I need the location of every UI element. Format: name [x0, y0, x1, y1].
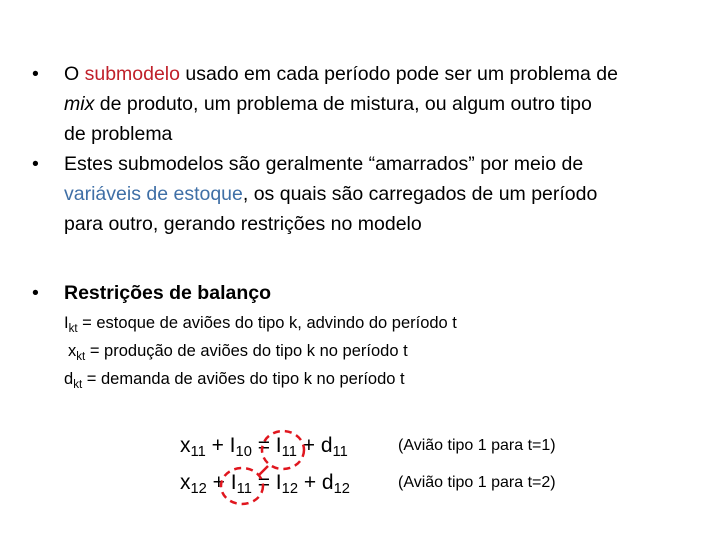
equation-note-t1: (Avião tipo 1 para t=1) — [398, 437, 556, 454]
eq-term: + d — [298, 471, 334, 494]
eq-sub: 12 — [281, 481, 298, 497]
subscript: kt — [76, 351, 86, 363]
eq-sub: 11 — [281, 444, 297, 460]
definition-text: = produção de aviões do tipo k no período t — [85, 342, 408, 360]
section-heading: Restrições de balanço — [64, 282, 271, 304]
circle-i11-eq1 — [262, 431, 304, 469]
definition-text: = demanda de aviões do tipo k no período t — [82, 370, 405, 388]
eq-sub: 11 — [332, 444, 348, 460]
bullet-dot: • — [32, 63, 39, 85]
eq-sub: 11 — [190, 444, 206, 460]
eq-term: + I — [205, 434, 236, 457]
symbol: d — [64, 370, 74, 388]
text: usado em cada período pode ser um problema de — [180, 63, 618, 85]
eq-term: x — [180, 471, 191, 494]
circle-i11-eq2 — [221, 468, 263, 504]
symbol: I — [64, 314, 69, 332]
equation-note-t2: (Avião tipo 1 para t=2) — [398, 474, 556, 491]
bullet-dot: • — [32, 153, 39, 175]
eq-term: + d — [296, 434, 333, 457]
italic-mix: mix — [64, 93, 95, 115]
bullet-dot: • — [32, 282, 39, 304]
bullet-line: de problema — [64, 123, 173, 145]
eq-sub: 12 — [333, 481, 350, 497]
text: de produto, um problema de mistura, ou algum outro tipo — [94, 93, 592, 115]
bullet-line: para outro, gerando restrições no modelo — [64, 213, 422, 235]
definition-text: = estoque de aviões do tipo k, advindo do período t — [77, 314, 457, 332]
subscript: kt — [68, 323, 78, 335]
connector-stroke — [258, 466, 268, 476]
eq-sub: 10 — [235, 444, 252, 460]
eq-term: = I — [251, 434, 282, 457]
highlight-submodelo: submodelo — [84, 63, 180, 85]
eq-term: x — [180, 434, 191, 457]
bullet-line: Estes submodelos são geralmente “amarrados” por meio de — [64, 153, 584, 175]
text: O — [64, 63, 85, 85]
eq-sub: 12 — [190, 481, 207, 497]
eq-term: = I — [251, 471, 282, 494]
text: , os quais são carregados de um período — [242, 183, 598, 205]
symbol: x — [68, 342, 77, 360]
eq-term: + I — [206, 471, 237, 494]
subscript: kt — [73, 379, 83, 391]
eq-sub: 11 — [236, 481, 252, 497]
highlight-variaveis-estoque: variáveis de estoque — [64, 183, 243, 205]
